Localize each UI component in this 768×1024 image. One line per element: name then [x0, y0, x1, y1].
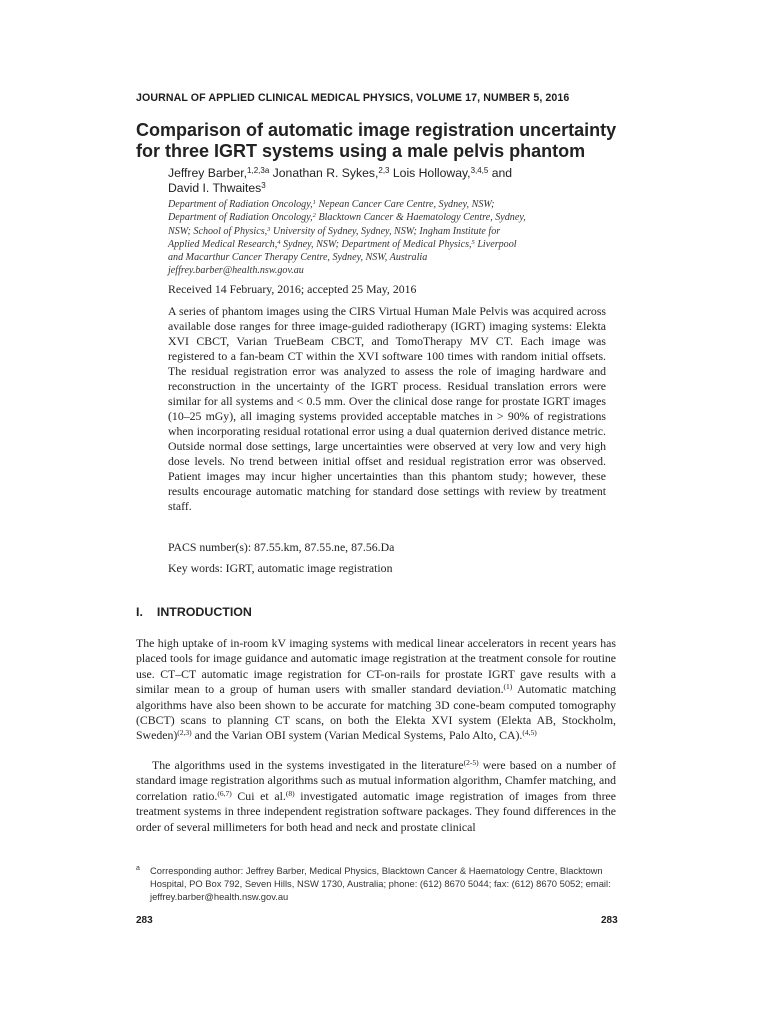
title-line-1: Comparison of automatic image registration uncertainty: [136, 120, 617, 140]
citation-mark: (6,7): [217, 788, 232, 798]
received-dates: Received 14 February, 2016; accepted 25 May, 2016: [168, 282, 417, 296]
author-list: [168, 166, 598, 196]
section-heading: [136, 605, 252, 619]
affiliation-text: Applied Medical Research,: [168, 238, 278, 250]
paragraph-text: were based on a number of standard image registration algorithms such as mutual information algorithm, Chamfer matching, and correlation ratio.: [136, 758, 616, 803]
author-affiliation-mark: 3,4,5: [470, 166, 489, 175]
affiliation-text: NSW; School of Physics,: [168, 225, 268, 237]
affiliation-mark: 2: [312, 212, 316, 220]
affiliation-text: and Macarthur Cancer Therapy Centre, Sydney, NSW, Australia: [168, 252, 428, 264]
body-paragraph: [136, 636, 616, 744]
abstract: A series of phantom images using the CIRS Virtual Human Male Pelvis was acquired across available dose ranges for three image-guided radiotherapy (IGRT) imaging systems: Elekta XVI CBCT, Varian TrueBeam CBCT, and TomoTherapy MV CT. Each image was registered to a fan-beam CT within the XVI software 100 times with random initial offsets. The residual registration error was analyzed to assess the role of imaging hardware and reconstruction in the uncertainty of the IGRT process. Residual translation errors were similar for all systems and < 0.5 mm. Over the clinical dose range for prostate IGRT images (10–25 mGy), all imaging systems provided acceptable matches in > 90% of registrations when incorporating residual rotational error using a dual quaternion derived distance metric. Outside normal dose settings, large uncertainties were observed at very low and very high dose levels. No trend between initial offset and residual registration error was observed. Patient images may incur higher uncertainties than this phantom study; however, these results encourage automatic matching for standard dose settings with review by treatment staff.: [168, 304, 606, 513]
affiliation-mark: 5: [471, 238, 475, 246]
author-name: Jeffrey Barber,: [168, 166, 248, 180]
section-number: I.: [136, 605, 143, 619]
author-name: David I. Thwaites: [168, 181, 262, 195]
title-line-2: for three IGRT systems using a male pelvis phantom: [136, 141, 586, 161]
section-title: INTRODUCTION: [156, 605, 252, 619]
paragraph-text: The high uptake of in-room kV imaging systems with medical linear accelerators in recent years has placed tools for image guidance and automatic image registration at the treatment console for routine use. CT–CT automatic image registration for CT-on-rails for prostate IGRT gave results with a similar mean to a group of human users with smaller standard deviation.: [136, 636, 616, 697]
affiliation-text: Department of Radiation Oncology,: [168, 212, 313, 224]
footnote: [136, 864, 618, 904]
author-conjunction: and: [488, 166, 513, 180]
keywords: Key words: IGRT, automatic image registration: [168, 561, 393, 575]
affiliation-text: Nepean Cancer Care Centre, Sydney, NSW;: [315, 199, 495, 210]
page-number-left: 283: [136, 915, 153, 926]
author-affiliation-mark: 2,3: [378, 166, 390, 175]
body-paragraph: [136, 758, 616, 835]
paragraph-text: investigated automatic image registration of images from three treatment systems in three independent registration software packages. They found differences in the order of several millimeters for both head and neck and prostate clinical: [136, 788, 616, 834]
citation-mark: (1): [503, 682, 513, 692]
paragraph-text: The algorithms used in the systems investigated in the literature: [152, 758, 464, 772]
page-number-right: 283: [601, 915, 618, 926]
citation-mark: (2-5): [463, 758, 479, 767]
affiliation-mark: 3: [267, 225, 271, 233]
affiliation-mark: 4: [277, 238, 281, 246]
footnote-mark: a: [136, 865, 140, 872]
affiliation-mark: 1: [312, 199, 316, 206]
author-email: jeffrey.barber@health.nsw.gov.au: [168, 265, 304, 277]
paragraph-text: Cui et al.: [231, 788, 286, 803]
paragraph-text: Automatic matching algorithms have also been shown to be accurate for matching 3D cone-beam computed tomography (CBCT) scans to planning CT scans, on both the Elekta XVI system (Elekta AB, Stockholm, Sweden): [136, 682, 616, 743]
journal-header: JOURNAL OF APPLIED CLINICAL MEDICAL PHYSICS, VOLUME 17, NUMBER 5, 2016: [136, 92, 570, 104]
footnote-text: Corresponding author: Jeffrey Barber, Medical Physics, Blacktown Cancer & Haematology Centre, Blacktown Hospital, PO Box 792, Seven Hills, NSW 1730, Australia; phone: (612) 8670 5044; fax: (612) 8670 5052; email: jeffrey.barber@health.nsw.gov.au: [150, 865, 611, 903]
affiliation-text: Department of Radiation Oncology,: [168, 199, 313, 210]
citation-mark: (4,5): [522, 728, 537, 738]
affiliation-text: Sydney, NSW; Department of Medical Physics,: [280, 238, 472, 250]
paragraph-text: and the Varian OBI system (Varian Medical Systems, Palo Alto, CA).: [191, 728, 523, 743]
author-name: Lois Holloway,: [389, 166, 471, 180]
paper-title: [136, 120, 656, 162]
pacs-numbers: PACS number(s): 87.55.km, 87.55.ne, 87.56.Da: [168, 540, 395, 554]
author-affiliation-mark: 1,2,3a: [247, 166, 270, 175]
affiliations: [168, 198, 598, 278]
author-affiliation-mark: 3: [261, 181, 266, 190]
author-name: Jonathan R. Sykes,: [269, 166, 379, 180]
affiliation-text: University of Sydney, Sydney, NSW; Ingham Institute for: [270, 225, 501, 237]
affiliation-text: Blacktown Cancer & Haematology Centre, Sydney,: [315, 212, 526, 224]
affiliation-text: Liverpool: [474, 238, 517, 250]
citation-mark: (8): [285, 788, 295, 798]
citation-mark: (2,3): [177, 728, 192, 738]
